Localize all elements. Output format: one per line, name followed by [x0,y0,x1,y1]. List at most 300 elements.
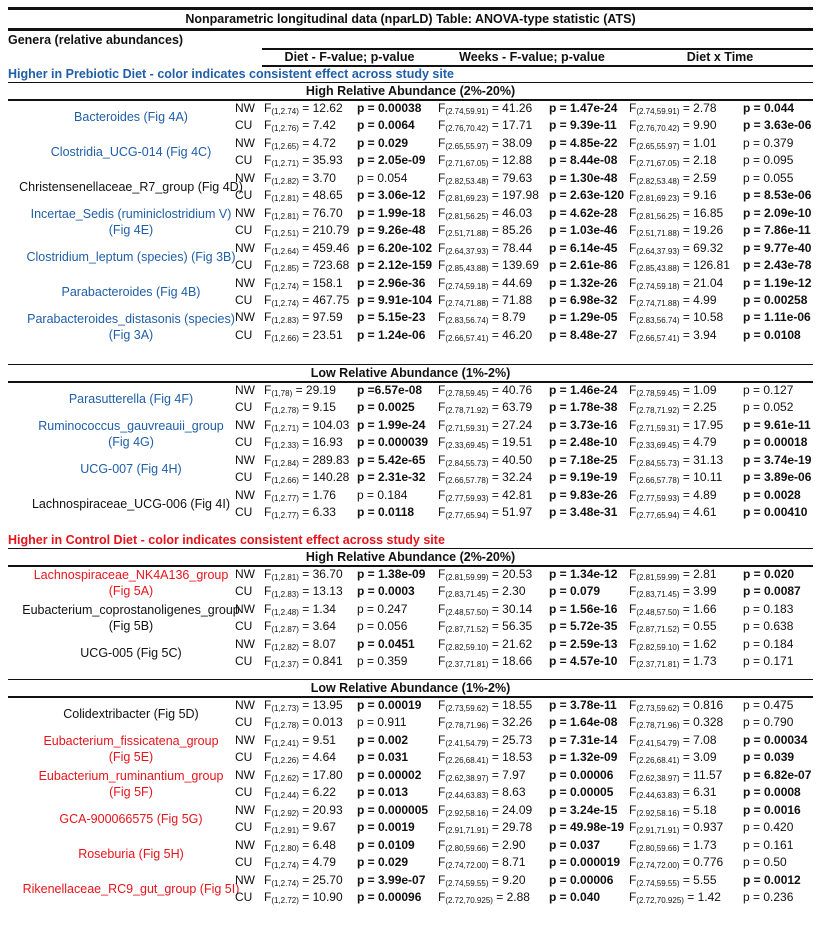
diet-x-time-p-value: p = 0.161 [743,837,794,852]
df-subscript: (2.62,38.97) [636,773,680,783]
weeks-f-value: $F_{(2.74,59.18)} = 44.69$ [438,275,533,291]
weeks-p-value: p = 0.00006 [549,872,614,887]
df-subscript: (2.82,59.10) [445,642,489,652]
diet-p-value: p = 6.20e-102 [357,240,433,255]
weeks-p-value: p = 3.24e-15 [549,802,618,817]
df-subscript: (1,2.51) [271,229,299,239]
weeks-f-value: $F_{(2.74,59.91)} = 41.26$ [438,101,533,116]
site-label: CU [235,584,253,599]
df-subscript: (2.82,53.48) [445,176,489,186]
f-value: = 16.93 [298,435,343,450]
diet-x-time-p-value: p = 0.0028 [743,487,801,502]
diet-x-time-f-value: $F_{(2.74,72.00)} = 0.776$ [629,855,724,871]
df-subscript: (1,2.74) [271,861,299,871]
f-value: = 2.18 [679,153,717,168]
df-subscript: (1,2.65) [271,141,299,151]
diet-x-time-p-value: p = 0.50 [743,855,787,870]
diet-x-time-p-value: p = 2.43e-78 [743,258,812,273]
site-label: CU [235,188,253,203]
weeks-p-value: p = 1.46e-24 [549,383,618,397]
diet-x-time-p-value: p = 0.0108 [743,327,801,342]
weeks-f-value: $F_{(2.81,59.99)} = 20.53$ [438,567,533,582]
diet-f-value: $F_{(1,2.80)} = 6.48$ [264,837,336,853]
weeks-f-value: $F_{(2.71,67.05)} = 12.88$ [438,153,533,169]
site-label: NW [235,802,255,817]
diet-x-time-f-value: $F_{(2.64,37.93)} = 69.32$ [629,240,724,256]
df-subscript: (2.66,57.41) [445,333,489,343]
genus-label-line: Ruminococcus_gauvreauii_group [38,419,224,434]
f-value: = 25.70 [298,872,343,887]
diet-p-value: p = 0.029 [357,855,409,870]
diet-p-value: p = 5.15e-23 [357,310,426,325]
f-value: = 78.44 [488,240,533,255]
df-subscript: (2.78,71.92) [445,406,489,416]
f-value: = 4.61 [679,505,717,520]
diet-x-time-p-value: p = 0.420 [743,820,794,835]
df-subscript: (2.71,67.05) [445,159,489,169]
diet-x-time-p-value: p = 8.53e-06 [743,188,812,203]
weeks-p-value: p = 9.39e-11 [549,118,617,133]
f-value: = 2.81 [679,567,717,581]
site-label: NW [235,636,255,651]
diet-x-time-p-value: p = 0.638 [743,619,794,634]
df-subscript: (2.33,69.45) [445,441,489,451]
weeks-p-value: p = 6.14e-45 [549,240,618,255]
diet-x-time-p-value: p = 7.86e-11 [743,223,811,238]
df-subscript: (1,2.83) [271,590,299,600]
df-subscript: (2.48,57.50) [636,607,680,617]
weeks-f-value: $F_{(2.65,55.97)} = 38.09$ [438,135,533,151]
table-row [0,636,821,653]
table-row [0,732,821,749]
site-label: CU [235,327,253,342]
table-row [0,819,821,836]
df-subscript: (2.81,69.23) [445,194,489,204]
diet-f-value: $F_{(1,2.83)} = 13.13$ [264,584,343,600]
df-subscript: (2.44,63.83) [636,791,680,801]
f-value: = 46.20 [488,327,533,342]
diet-x-time-f-value: $F_{(2.92,58.16)} = 5.18$ [629,802,717,818]
weeks-f-value: $F_{(2.51,71.88)} = 85.26$ [438,223,533,239]
df-subscript: (2.92,58.16) [445,808,489,818]
diet-p-value: p = 0.0118 [357,505,415,520]
diet-f-value: $F_{(1,2.51)} = 210.79$ [264,223,350,239]
f-value: = 9.51 [298,732,336,747]
table-row [0,749,821,766]
weeks-f-value: $F_{(2.74,59.55)} = 9.20$ [438,872,526,888]
table-row [0,487,821,504]
weeks-p-value: p = 49.98e-19 [549,820,625,835]
diet-f-value: $F_{(1,2.65)} = 4.72$ [264,135,336,151]
df-subscript: (2.66,57.41) [636,333,680,343]
f-value: = 0.776 [679,855,724,870]
subsection-title: Low Relative Abundance (1%-2%) [310,681,511,695]
diet-p-value: p = 0.0064 [357,118,415,133]
df-subscript: (2.78,59.45) [445,389,489,398]
diet-f-value: $F_{(1,2.62)} = 17.80$ [264,767,343,783]
diet-x-time-f-value: $F_{(2.65,55.97)} = 1.01$ [629,135,717,151]
df-subscript: (1,2.81) [271,194,299,204]
f-value: = 42.81 [488,487,533,502]
diet-x-time-p-value: p = 0.039 [743,750,795,765]
f-value: = 85.26 [488,223,533,238]
weeks-p-value: p = 0.079 [549,584,601,599]
weeks-f-value: $F_{(2.37,71.81)} = 18.66$ [438,654,533,670]
table-row [0,566,821,583]
site-label: NW [235,732,255,747]
df-subscript: (2.65,55.97) [636,141,680,151]
genus-label-line: Rikenellaceae_RC9_gut_group (Fig 5I) [22,881,240,896]
weeks-p-value: p = 5.72e-35 [549,619,618,634]
genus-label-line: Parabacteroides_distasonis (species) [27,311,235,326]
site-label: NW [235,452,255,467]
weeks-p-value: p = 0.040 [549,889,601,904]
df-subscript: (1,2.74) [271,281,299,291]
diet-f-value: $F_{(1,2.77)} = 1.76$ [264,487,336,503]
site-label: NW [235,417,255,432]
diet-x-time-p-value: p = 0.0012 [743,872,801,887]
weeks-f-value: $F_{(2.87,71.52)} = 56.35$ [438,619,533,635]
diet-f-value: $F_{(1,2.85)} = 723.68$ [264,258,350,274]
diet-p-value: p = 0.00038 [357,101,422,115]
f-value: = 2.30 [488,584,526,599]
f-value: = 12.88 [488,153,533,168]
df-subscript: (1,2.64) [271,246,299,256]
df-subscript: (1,2.77) [271,511,299,521]
genus-label-line: (Fig 5E) [108,750,154,765]
site-label: NW [235,101,255,115]
diet-p-value: p = 3.06e-12 [357,188,426,203]
diet-x-time-p-value: p = 0.0087 [743,584,801,599]
df-subscript: (2.64,37.93) [636,246,680,256]
diet-f-value: $F_{(1,2.64)} = 459.46$ [264,240,350,256]
df-subscript: (2.74,59.18) [445,281,489,291]
table-row [0,469,821,486]
table-row [0,309,821,326]
table-row [0,275,821,292]
diet-p-value: p = 5.42e-65 [357,452,426,467]
diet-x-time-f-value: $F_{(2.82,53.48)} = 2.59$ [629,170,717,186]
df-subscript: (2.51,71.88) [445,229,489,239]
diet-f-value: $F_{(1,2.33)} = 16.93$ [264,435,343,451]
diet-p-value: p = 0.000039 [357,435,429,450]
site-label: NW [235,601,255,616]
genus-label-line: Bacteroides (Fig 4A) [74,110,188,125]
diet-x-time-f-value: $F_{(2.76,70.42)} = 9.90$ [629,118,717,134]
site-label: CU [235,715,253,730]
diet-x-time-f-value: $F_{(2.85,43.88)} = 126.81$ [629,258,730,274]
subsection-title: High Relative Abundance (2%-20%) [305,550,516,564]
f-value: = 69.32 [679,240,724,255]
weeks-f-value: $F_{(2.85,43.88)} = 139.69$ [438,258,539,274]
weeks-p-value: p = 1.64e-08 [549,715,618,730]
weeks-p-value: p = 0.00005 [549,785,614,800]
table-row [0,452,821,469]
f-value: = 3.64 [298,619,336,634]
f-value: = 29.78 [488,820,533,835]
df-subscript: (1,2.78) [271,721,299,731]
weeks-p-value: p = 7.31e-14 [549,732,618,747]
df-subscript: (1,2.76) [271,124,299,134]
f-value: = 158.1 [298,275,343,290]
f-value: = 1.01 [679,135,717,150]
weeks-p-value: p = 0.000019 [549,855,621,870]
weeks-p-value: p = 1.47e-24 [549,101,618,115]
table-row [0,889,821,906]
genus-label-line: Eubacterium_coprostanoligenes_group [22,603,240,618]
diet-f-value: $F_{(1,2.48)} = 1.34$ [264,601,336,617]
f-value: = 126.81 [679,258,730,273]
diet-x-time-f-value: $F_{(2.37,71.81)} = 1.73$ [629,654,717,670]
f-value: = 6.31 [679,785,717,800]
diet-x-time-f-value: $F_{(2.26,68.41)} = 3.09$ [629,750,717,766]
genus-label-line: Incertae_Sedis (ruminiclostridium V) [30,207,232,222]
table-row [0,784,821,801]
diet-x-time-f-value: $F_{(2.66,57.78)} = 10.11$ [629,470,723,486]
f-value: = 4.79 [679,435,717,450]
diet-p-value: p = 9.91e-104 [357,292,433,307]
df-subscript: (1,2.26) [271,756,299,766]
site-label: NW [235,383,255,397]
weeks-p-value: p = 9.19e-19 [549,470,618,485]
diet-x-time-f-value: $F_{(2.74,59.55)} = 5.55$ [629,872,717,888]
diet-x-time-f-value: $F_{(2.41,54.79)} = 7.08$ [629,732,717,748]
site-label: NW [235,240,255,255]
weeks-f-value: $F_{(2.73,59.62)} = 18.55$ [438,698,533,713]
diet-f-value: $F_{(1,2.71)} = 104.03$ [264,417,350,433]
df-subscript: (1,2.62) [271,773,299,783]
f-value: = 1.62 [679,636,717,651]
weeks-p-value: p = 1.32e-09 [549,750,618,765]
diet-x-time-p-value: p = 0.00034 [743,732,808,747]
diet-f-value: $F_{(1,2.81)} = 76.70$ [264,205,343,221]
weeks-f-value: $F_{(2.74,72.00)} = 8.71$ [438,855,526,871]
genus-label-line: (Fig 4G) [108,435,154,450]
diet-p-value: p = 0.359 [357,654,408,669]
weeks-p-value: p = 2.61e-86 [549,258,618,273]
weeks-p-value: p = 9.83e-26 [549,487,618,502]
diet-x-time-f-value: $F_{(2.77,65.94)} = 4.61$ [629,505,717,521]
diet-x-time-p-value: p = 0.184 [743,636,794,651]
f-value: = 35.93 [298,153,343,168]
site-label: CU [235,889,253,904]
df-subscript: (2.48,57.50) [445,607,489,617]
site-label: CU [235,654,253,669]
df-subscript: (2.37,71.81) [636,660,680,670]
df-subscript: (2.76,70.42) [636,124,680,134]
weeks-f-value: $F_{(2.33,69.45)} = 19.51$ [438,435,533,451]
diet-p-value: p = 1.99e-18 [357,205,426,220]
df-subscript: (2.80,59.66) [445,843,489,853]
diet-p-value: p = 0.0109 [357,837,415,852]
df-subscript: (2.71,59.31) [445,423,489,433]
diet-x-time-p-value: p = 0.052 [743,400,794,415]
weeks-f-value: $F_{(2.66,57.41)} = 46.20$ [438,327,533,343]
table-row [0,117,821,134]
df-subscript: (1,2.72) [271,895,299,905]
diet-p-value: p = 2.12e-159 [357,258,433,273]
table-row [0,872,821,889]
f-value: = 29.19 [292,383,336,397]
diet-p-value: p = 0.0003 [357,584,415,599]
diet-f-value: $F_{(1,2.91)} = 9.67$ [264,820,336,836]
diet-f-value: $F_{(1,2.92)} = 20.93$ [264,802,343,818]
diet-x-time-p-value: p = 0.379 [743,135,794,150]
genus-label-line: (Fig 5B) [108,619,154,634]
site-label: NW [235,487,255,502]
df-subscript: (2.74,72.00) [445,861,489,871]
f-value: = 56.35 [488,619,533,634]
f-value: = 10.11 [679,470,723,485]
diet-f-value: $F_{(1,2.84)} = 289.83$ [264,452,350,468]
diet-x-time-f-value: $F_{(2.78,71.96)} = 0.328$ [629,715,724,731]
df-subscript: (2.76,70.42) [445,124,489,134]
weeks-f-value: $F_{(2.92,58.16)} = 24.09$ [438,802,533,818]
f-value: = 21.62 [488,636,533,651]
diet-p-value: p = 2.05e-09 [357,153,426,168]
site-label: CU [235,118,253,133]
weeks-p-value: p = 1.03e-46 [549,223,618,238]
df-subscript: (1,2.71) [271,159,299,169]
f-value: = 723.68 [298,258,350,273]
diet-f-value: $F_{(1,2.41)} = 9.51$ [264,732,336,748]
df-subscript: (2.74,59.18) [636,281,680,291]
f-value: = 3.94 [679,327,717,342]
df-subscript: (1,2.78) [271,406,299,416]
diet-f-value: $F_{(1,2.81)} = 36.70$ [264,567,343,582]
df-subscript: (2.81,59.99) [636,573,680,582]
df-subscript: (1,2.73) [271,704,299,713]
df-subscript: (2.78,59.45) [636,389,680,398]
f-value: = 8.07 [298,636,336,651]
f-value: = 71.88 [488,292,533,307]
df-subscript: (1,2.84) [271,458,299,468]
f-value: = 30.14 [488,601,533,616]
table-row [0,222,821,239]
f-value: = 44.69 [488,275,533,290]
genus-label-line: Lachnospiraceae_UCG-006 (Fig 4I) [31,497,231,512]
df-subscript: (2.41,54.79) [445,738,489,748]
df-subscript: (2.84,55.73) [636,458,680,468]
diet-x-time-f-value: $F_{(2.87,71.52)} = 0.55$ [629,619,717,635]
column-header-weeks: Weeks - F-value; p-value [459,50,605,64]
diet-f-value: $F_{(1,2.83)} = 97.59$ [264,310,343,326]
table-row [0,504,821,521]
weeks-f-value: $F_{(2.78,71.92)} = 63.79$ [438,400,533,416]
site-label: NW [235,275,255,290]
weeks-f-value: $F_{(2.84,55.73)} = 40.50$ [438,452,533,468]
f-value: = 13.95 [298,698,343,712]
f-value: = 4.79 [298,855,336,870]
genus-label-line: (Fig 5A) [108,584,154,599]
table-row [0,601,821,618]
diet-p-value: p = 9.26e-48 [357,223,426,238]
f-value: = 20.53 [488,567,533,581]
diet-f-value: $F_{(1,2.87)} = 3.64$ [264,619,336,635]
diet-p-value: p = 0.002 [357,732,409,747]
weeks-f-value: $F_{(2.77,65.94)} = 51.97$ [438,505,533,521]
diet-p-value: p = 0.0019 [357,820,415,835]
f-value: = 467.75 [298,292,350,307]
table-row [0,135,821,152]
f-value: = 1.73 [679,654,717,669]
df-subscript: (1,2.91) [271,826,299,836]
diet-p-value: p = 0.013 [357,785,409,800]
diet-x-time-f-value: $F_{(2.83,56.74)} = 10.58$ [629,310,724,326]
diet-p-value: p = 0.911 [357,715,407,730]
diet-x-time-f-value: $F_{(2.84,55.73)} = 31.13$ [629,452,724,468]
diet-x-time-f-value: $F_{(2.81,69.23)} = 9.16$ [629,188,717,204]
weeks-p-value: p = 2.48e-10 [549,435,618,450]
diet-x-time-f-value: $F_{(2.80,59.66)} = 1.73$ [629,837,717,853]
df-subscript: (2.71,67.05) [636,159,680,169]
df-subscript: (2.26,68.41) [636,756,680,766]
f-value: = 4.72 [298,135,336,150]
diet-p-value: p = 2.96e-36 [357,275,426,290]
f-value: = 38.09 [488,135,533,150]
df-subscript: (1,2.92) [271,808,299,818]
df-subscript: (1,2.81) [271,573,299,582]
table-row [0,583,821,600]
df-subscript: (1,2.87) [271,625,299,635]
df-subscript: (2.78,71.96) [636,721,680,731]
weeks-p-value: p = 8.44e-08 [549,153,618,168]
f-value: = 4.64 [298,750,336,765]
df-subscript: (2.81,56.25) [445,211,489,221]
diet-x-time-p-value: p = 9.77e-40 [743,240,812,255]
f-value: = 16.85 [679,205,724,220]
site-label: CU [235,153,253,168]
diet-f-value: $F_{(1,2.74)} = 12.62$ [264,101,343,116]
f-value: = 13.13 [298,584,343,599]
site-label: CU [235,820,253,835]
diet-f-value: $F_{(1,2.82)} = 3.70$ [264,170,336,186]
f-value: = 6.33 [298,505,336,520]
site-label: NW [235,135,255,150]
genus-label-line: Eubacterium_ruminantium_group [38,769,224,784]
diet-x-time-p-value: p = 0.020 [743,567,795,581]
df-subscript: (2.74,72.00) [636,861,680,871]
diet-x-time-p-value: p = 3.63e-06 [743,118,812,133]
weeks-f-value: $F_{(2.76,70.42)} = 17.71$ [438,118,533,134]
site-label: CU [235,400,253,415]
f-value: = 18.66 [488,654,533,669]
diet-x-time-f-value: $F_{(2.81,56.25)} = 16.85$ [629,205,724,221]
weeks-p-value: p = 2.59e-13 [549,636,618,651]
diet-p-value: p = 0.0451 [357,636,415,651]
diet-f-value: $F_{(1,2.82)} = 8.07$ [264,636,336,652]
f-value: = 459.46 [298,240,350,255]
f-value: = 289.83 [298,452,350,467]
f-value: = 1.73 [679,837,717,852]
diet-x-time-f-value: $F_{(2.78,71.92)} = 2.25$ [629,400,717,416]
weeks-p-value: p = 6.98e-32 [549,292,618,307]
weeks-f-value: $F_{(2.83,71.45)} = 2.30$ [438,584,526,600]
df-subscript: (2.44,63.83) [445,791,489,801]
f-value: = 79.63 [488,170,533,185]
weeks-f-value: $F_{(2.81,69.23)} = 197.98$ [438,188,539,204]
f-value: = 2.59 [679,170,717,185]
diet-x-time-p-value: p = 0.00018 [743,435,808,450]
section-title: Higher in Control Diet - color indicates consistent effect across study site [8,533,445,547]
f-value: = 3.09 [679,750,717,765]
f-value: = 7.97 [488,767,526,782]
genus-label-line: (Fig 4E) [108,223,154,238]
f-value: = 8.79 [488,310,526,325]
f-value: = 0.937 [679,820,724,835]
site-label: NW [235,698,255,712]
weeks-p-value: p = 1.29e-05 [549,310,618,325]
